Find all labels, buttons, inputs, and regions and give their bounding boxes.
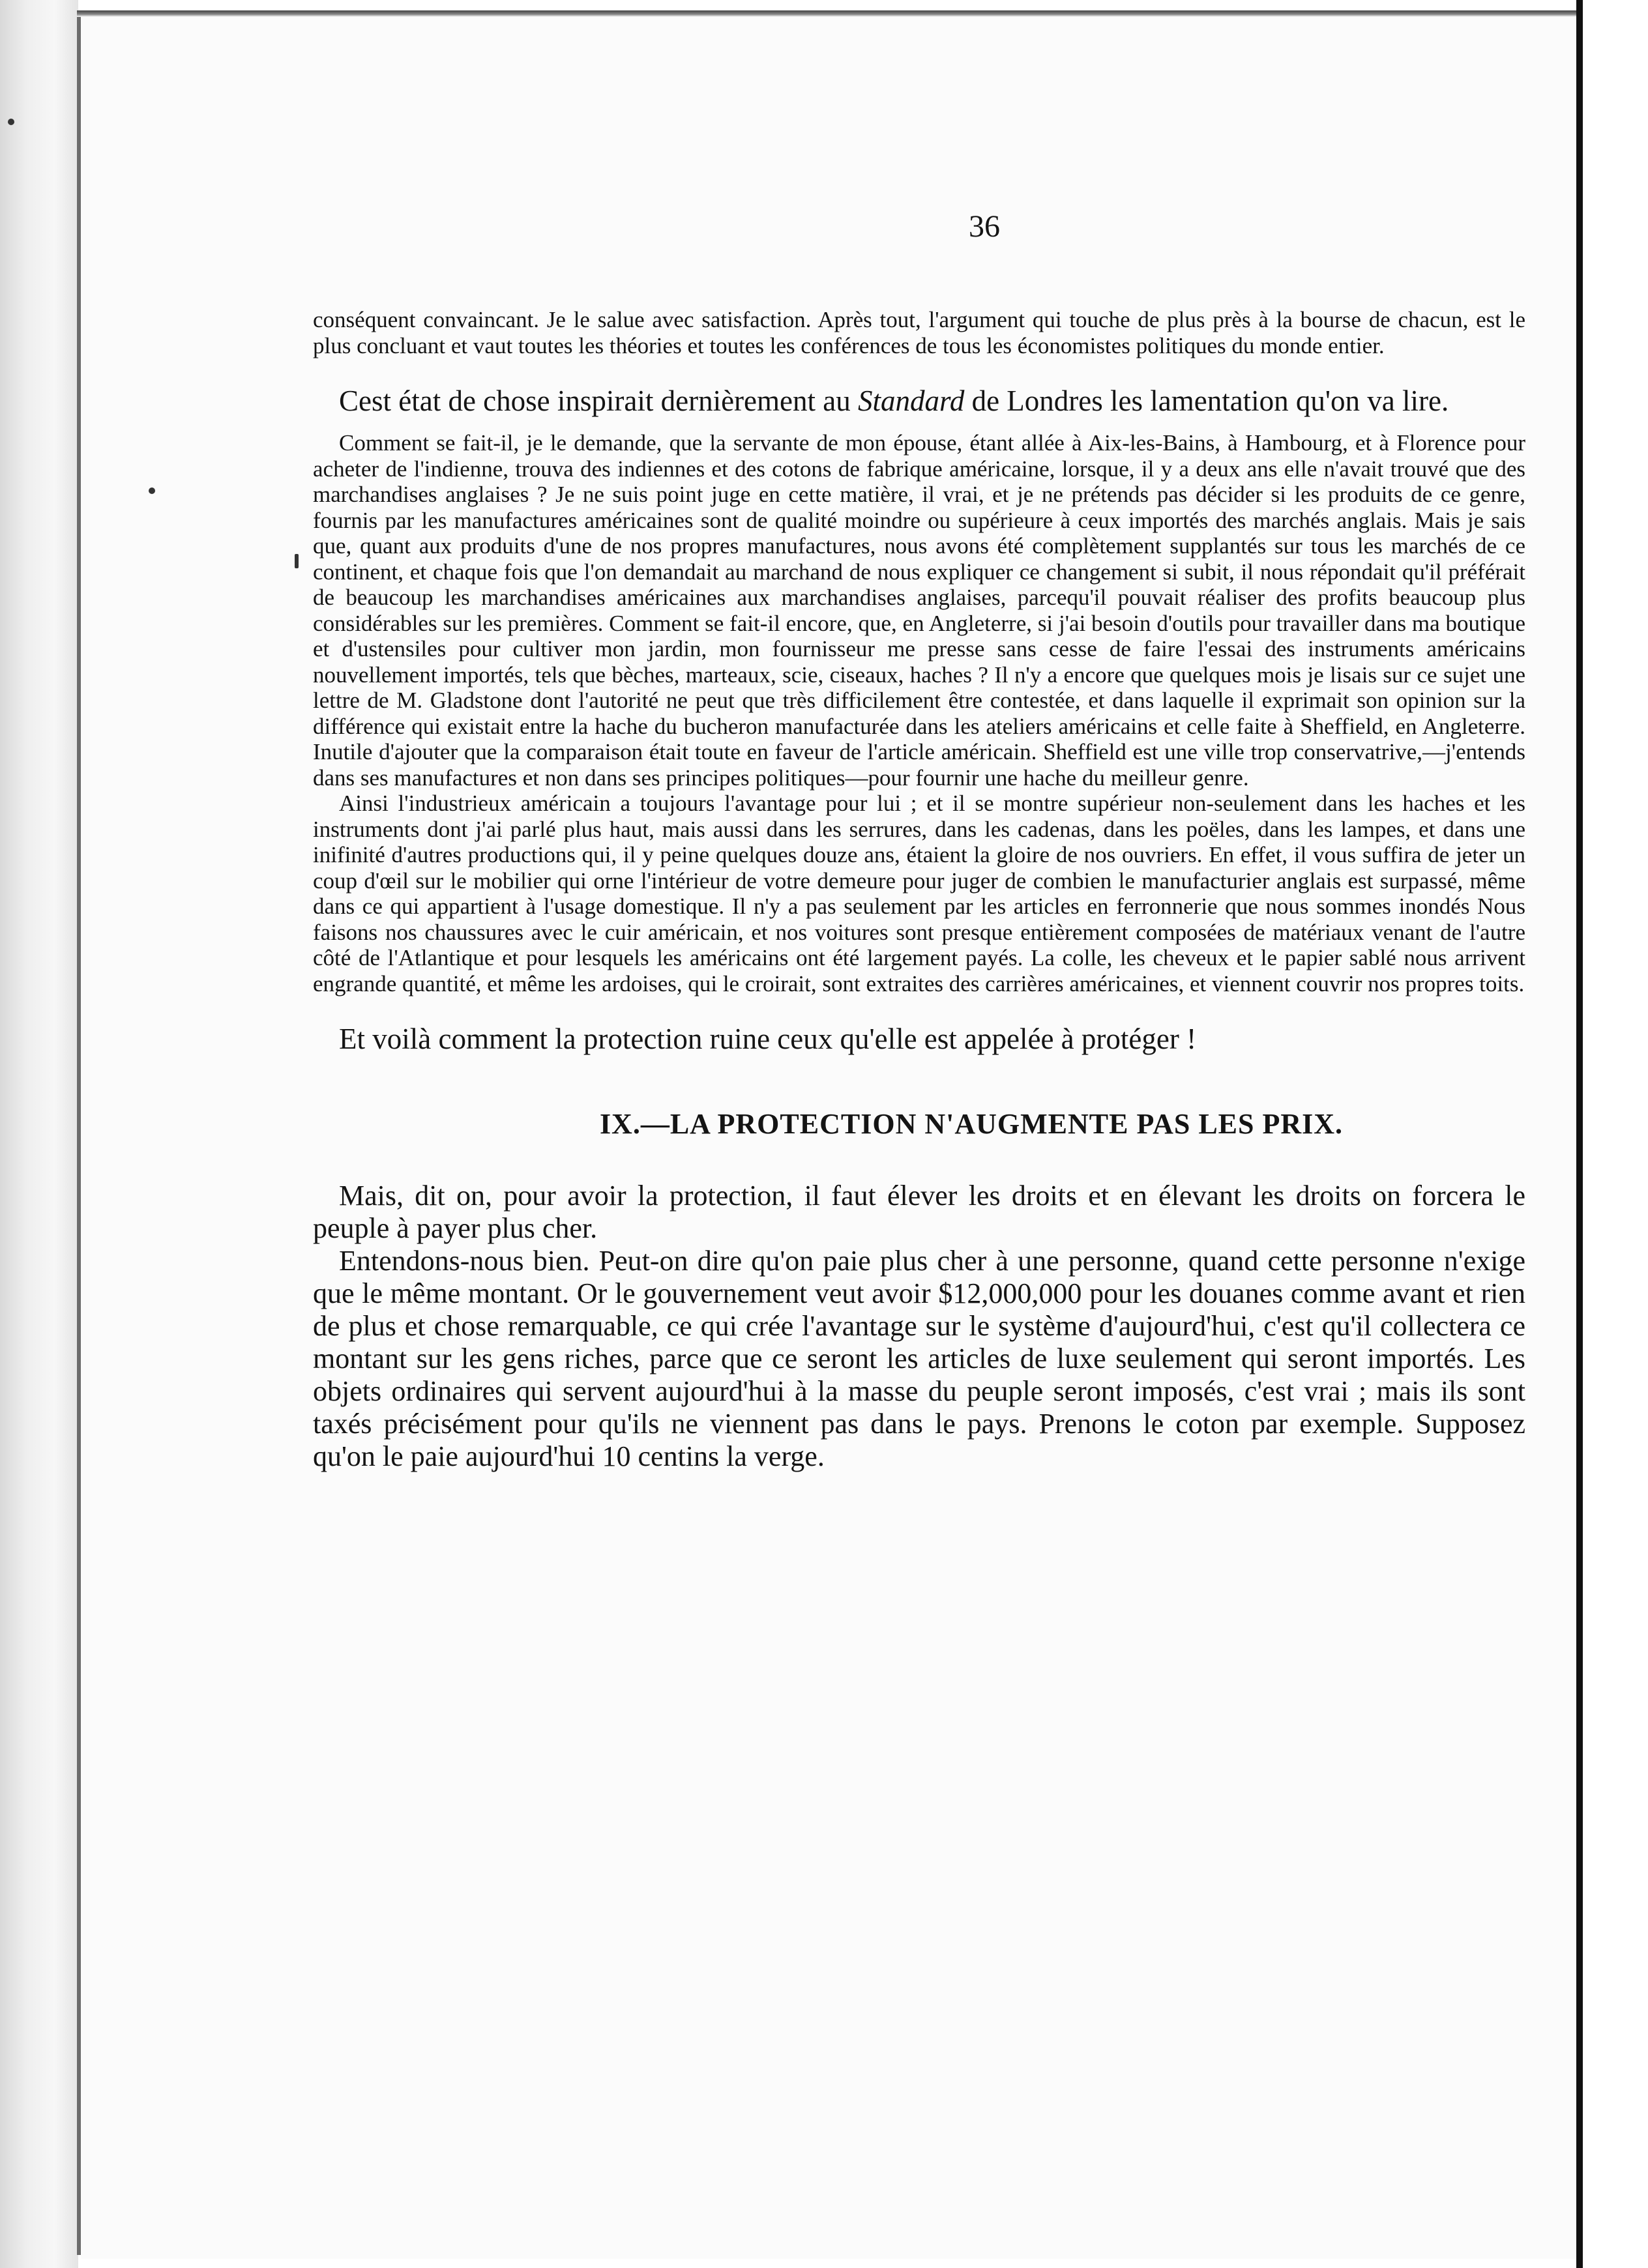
intro-paragraph <box>313 385 1525 417</box>
section-paragraph-1: Mais, dit on, pour avoir la protection, il faut élever les droits et en élevant les droits on forcera le peuple à payer plus cher. <box>313 1180 1525 1244</box>
quoted-paragraph-1: Comment se fait-il, je le demande, que la servante de mon épouse, étant allée à Aix-les-Bains, à Hambourg, et à Florence pour acheter de l'indienne, trouva des indiennes et des cotons de fabrique américaine, lorsque, il y a deux ans elle n'avait trouvé que des marchandises anglaises ? Je ne suis point juge en cette matière, il vrai, et je ne prétends pas décider si les produits de ce genre, fournis par les manufactures américaines sont de qualité moindre ou supérieure à ceux importés des marchés anglais. Mais je sais que, quant aux produits d'une de nos propres manufactures, nous avons été complètement supplantés sur tous les marchés de ce continent, et chaque fois que l'on demandait au marchand de nous expliquer ce changement si subit, il nous répondait qu'il préférait de beaucoup les marchandises américaines aux marchandises anglaises, parcequ'il pouvait réaliser des profits beaucoup plus considérables sur les premières. Comment se fait-il encore, que, en Angleterre, si j'ai besoin d'outils pour travailler dans ma boutique et d'ustensiles pour cultiver mon jardin, mon fournisseur me presse sans cesse de faire l'essai des instruments américains nouvellement importés, tels que bèches, marteaux, scie, ciseaux, haches ? Il n'y a encore que quelques mois je lisais sur ce sujet une lettre de M. Gladstone dont l'autorité ne peut que très difficilement être contestée, et dans laquelle il exprimait son opinion sur la différence qui existait entre la hache du bucheron manufacturée dans les ateliers américains et celle faite à Sheffield, en Angleterre. Inutile d'ajouter que la comparaison était toute en faveur de l'article américain. Sheffield est une ville trop conservatrive,—j'entends dans ses manufactures et non dans ses principes politiques—pour fournir une hache du meilleur genre. <box>313 430 1525 791</box>
page-top-edge <box>77 10 1576 17</box>
intro-text-after: de Londres les lamentation qu'on va lire. <box>964 385 1449 417</box>
continued-paragraph: conséquent convaincant. Je le salue avec satisfaction. Après tout, l'argument qui touche de plus près à la bourse de chacun, est le plus concluant et vaut toutes les théories et toutes les conférences de tous les économistes politiques du monde entier. <box>313 307 1525 358</box>
section-heading: IX.—LA PROTECTION N'AUGMENTE PAS LES PRIX. <box>599 1108 1344 1140</box>
page-number: 36 <box>969 209 1000 244</box>
scan-right-margin <box>1576 0 1648 2268</box>
quoted-paragraph-2: Ainsi l'industrieux américain a toujours l'avantage pour lui ; et il se montre supérieur non-seulement dans les haches et les instruments dont j'ai parlé plus haut, mais aussi dans les serrures, dans les cadenas, dans les poëles, dans les lampes, et dans une inifinité d'autres productions qui, il y peine quelques douze ans, étaient la gloire de nos ouvriers. En effet, il vous suffira de jeter un coup d'œil sur le mobilier qui orne l'intérieur de votre demeure pour juger de combien le manufacturier anglais est surpassé, même dans ce qui appartient à l'usage domestique. Il n'y a pas seulement par les articles en ferronnerie que nous sommes inondés Nous faisons nos chaussures avec le cuir américain, et nos voitures sont presque entièrement composées de matériaux venant de l'autre côté de l'Atlantique et pour lesquels les américains ont été largement payés. La colle, les cheveux et le papier sablé nous arrivent engrande quantité, et même les ardoises, qui le croirait, sont extraites des carrières américaines, et viennent couvrir nos propres toits. <box>313 791 1525 996</box>
intro-text-before: Cest état de chose inspirait dernièrement au <box>339 385 858 417</box>
scan-speck <box>8 119 14 125</box>
conclusion-paragraph: Et voilà comment la protection ruine ceux qu'elle est appelée à protéger ! <box>339 1023 1197 1055</box>
scan-speck <box>149 487 155 494</box>
page-right-border <box>1576 0 1583 2268</box>
newspaper-title: Standard <box>857 385 965 417</box>
book-spine-shadow <box>0 0 78 2268</box>
scan-speck <box>295 554 299 568</box>
section-paragraph-2: Entendons-nous bien. Peut-on dire qu'on paie plus cher à une personne, quand cette personne n'exige que le même montant. Or le gouvernement veut avoir $12,000,000 pour les douanes comme avant et rien de plus et chose remarquable, ce qui crée l'avantage sur le système d'aujourd'hui, c'est qu'il collectera ce montant sur les gens riches, parce que ce seront les articles de luxe seulement qui seront importés. Les objets ordinaires qui servent aujourd'hui à la masse du peuple seront imposés, c'est vrai ; mais ils sont taxés précisément pour qu'ils ne viennent pas dans le pays. Prenons le coton par exemple. Supposez qu'on le paie aujourd'hui 10 centins la verge. <box>313 1245 1525 1472</box>
page-text <box>313 209 1525 1473</box>
